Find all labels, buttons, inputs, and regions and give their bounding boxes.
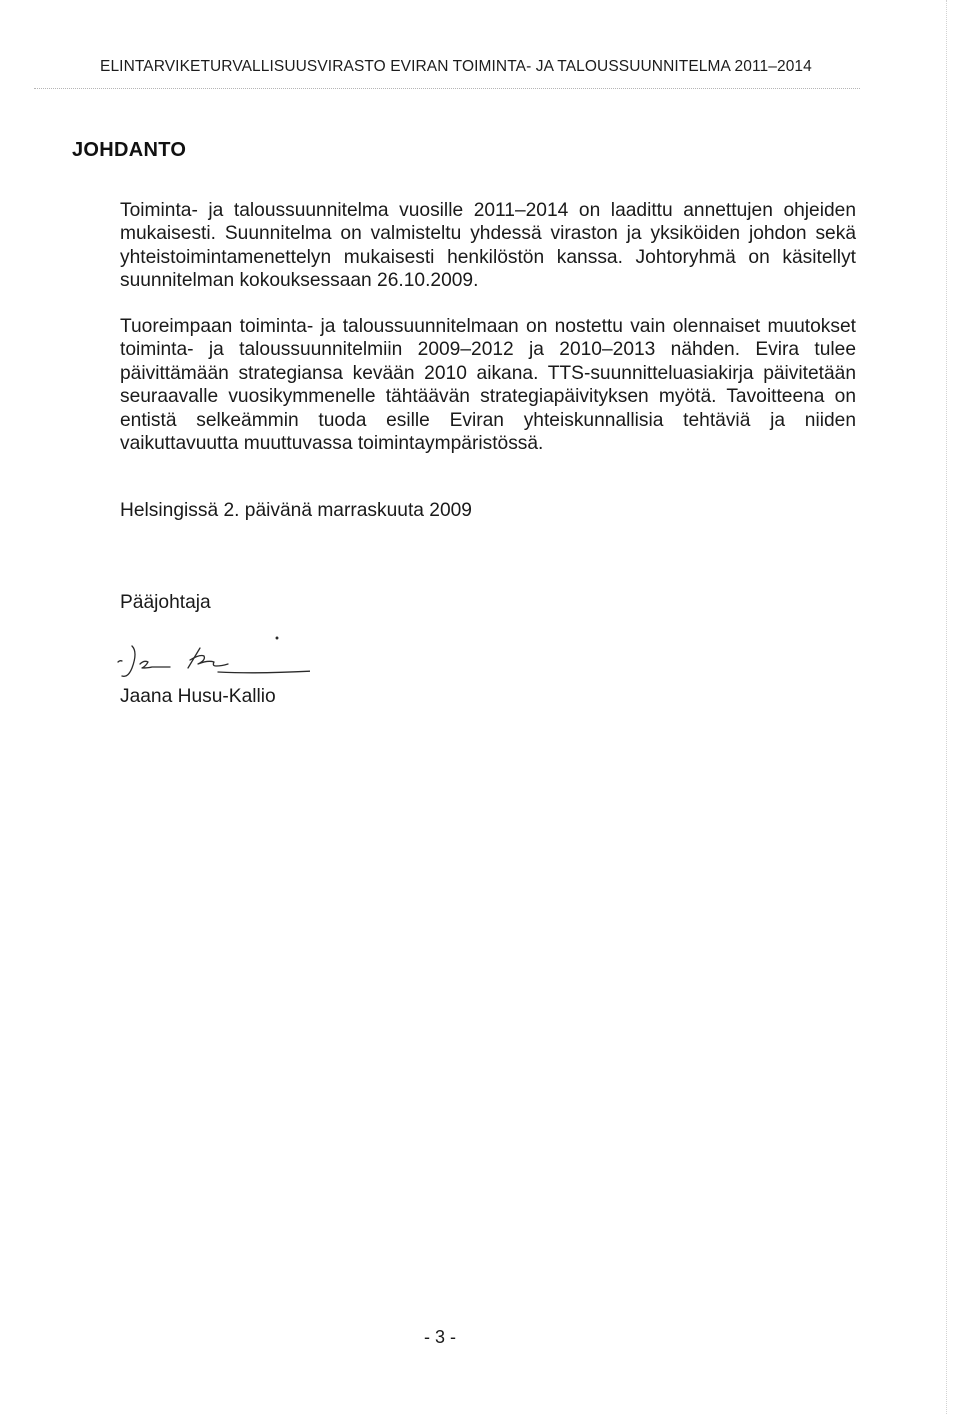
- section-heading: JOHDANTO: [72, 139, 187, 161]
- place-date: Helsingissä 2. päivänä marraskuuta 2009: [120, 500, 472, 521]
- header-divider: [34, 88, 860, 89]
- paragraph-1: Toiminta- ja taloussuunnitelma vuosille 2011–2014 on laadittu annettujen ohjeiden mukaisesti. Suunnitelma on valmisteltu yhdessä viraston ja yksiköiden johdon sekä yhteistoimintamenettelyn mukaisesti henkilöstön kanssa. Johtoryhmä on käsitellyt suunnitelman kokouksessaan 26.10.2009.: [120, 200, 856, 292]
- signer-role: Pääjohtaja: [120, 592, 211, 613]
- paragraph-2: Tuoreimpaan toiminta- ja taloussuunnitelmaan on nostettu vain olennaiset muutokset toiminta- ja taloussuunnitelmiin 2009–2012 ja 2010–2013 nähden. Evira tulee päivittämään strategiansa kevään 2010 aikana. TTS-suunnitteluasiakirja päivitetään seuraavalle vuosikymmenelle tähtäävän strategiapäivityksen myötä. Tavoitteena on entistä selkeämmin tuoda esille Eviran yhteiskunnallisia tehtäviä ja niiden vaikuttavuutta muuttuvassa toimintaympäristössä.: [120, 316, 856, 455]
- scan-edge: [946, 0, 947, 1414]
- signer-name: Jaana Husu-Kallio: [120, 686, 276, 707]
- running-header: ELINTARVIKETURVALLISUUSVIRASTO EVIRAN TOIMINTA- JA TALOUSSUUNNITELMA 2011–2014: [100, 58, 812, 75]
- page-number: - 3 -: [423, 1327, 456, 1347]
- handwritten-signature: [110, 632, 310, 692]
